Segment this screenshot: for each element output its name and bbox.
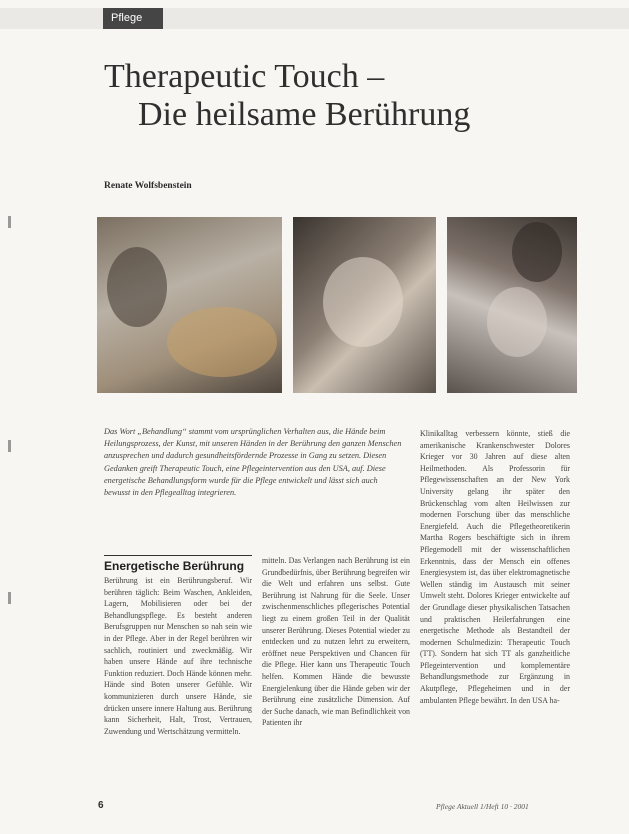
- section-tag: Pflege: [103, 8, 163, 29]
- photo-strip: [97, 217, 577, 393]
- face-shape: [487, 287, 547, 357]
- title-line-2: Die heilsame Berührung: [138, 96, 471, 133]
- body-column-2: mitteln. Das Verlangen nach Berührung ist ein Grundbedürfnis, über Berührung begreifen wir die Welt und erfahren uns selbst. Gute Berührung ist Nahrung für die Seele. Unser zwischenmenschliches pflegerisches Potential liegt zu einem großen Teil in der Qualität unserer Berührung. Dieses Potential wieder zu entdecken und zu nutzen lehrt zu erweitern, eröffnet neue Perspektiven und Chancen für die Pflege. Hier kann uns Therapeutic Touch helfen. Kommen Hände die bewusste Energielenkung über die Hände geben wir der Berührung eine zusätzliche Dimension. Auf der Suche danach, wie man Befindlichkeit von Patienten ihr: [262, 556, 410, 728]
- photo-woman-with-quilt: [97, 217, 282, 393]
- hair-shape: [512, 222, 562, 282]
- title-line-1: Therapeutic Touch –: [104, 58, 385, 95]
- quilt-shape: [167, 307, 277, 377]
- margin-mark: [8, 216, 11, 228]
- header-band: [0, 8, 629, 29]
- page-number: 6: [98, 800, 104, 811]
- intro-text: Das Wort „Behandlung“ stammt vom ursprünglichen Verhalten aus, die Hände beim Heilungsprozess, der Kunst, mit unseren Händen in der Berührung den ganzen Menschen anzusprechen und dadurch gesundheitsfördernde Prozesse in Gang zu setzen. Diesen Gedanken greift Therapeutic Touch, eine Pflegeintervention aus den USA, auf. Diese energetische Behandlungsform wurde für die Pflege entwickelt und lässt sich auch bewusst in den Pflegealltag integrieren.: [104, 427, 402, 498]
- body-column-1: Berührung ist ein Berührungsberuf. Wir berühren täglich: Beim Waschen, Ankleiden, Lagern, Mobilisieren oder bei der Behandlungspflege. Es besteht anderen Berufsgruppen nur Menschen so nah sein wie in der Pflege. Aber in der Regel berühren wir sachlich, routiniert und zweckmäßig. Wir haben unsere Hände auf ihre technische Funktion reduziert. Doch Hände können mehr. Hände sind Boten unserer Gefühle. Wir kommunizieren durch unsere Hände, sie drücken unsere innere Haltung aus. Berührung kann Sicherheit, Halt, Trost, Vertrauen, Zuwendung und Wertschätzung vermitteln.: [104, 576, 252, 736]
- figure-shape: [107, 247, 167, 327]
- margin-mark: [8, 440, 11, 452]
- photo-caregiver-and-elderly-woman: [447, 217, 577, 393]
- article-title: [104, 58, 584, 134]
- margin-mark: [8, 592, 11, 604]
- journal-footer: Pflege Aktuell 1/Heft 10 · 2001: [436, 802, 529, 811]
- photo-holding-hands: [293, 217, 436, 393]
- section-heading: Energetische Berührung: [104, 555, 252, 573]
- hands-shape: [323, 257, 403, 347]
- author-byline: Renate Wolfsbenstein: [104, 181, 192, 191]
- body-column-3: Klinikalltag verbessern könnte, stieß die amerikanische Krankenschwester Dolores Krieger vor 30 Jahren auf diese alten Heilmethoden. Als Professorin für Pflegewissenschaften an der New York University gelang ihr später den Brückenschlag vom alten Heilwissen zur modernen Forschung über das menschliche Energiefeld. Auch die Pflegetheoretikerin Martha Rogers beschäftigte sich in ihrem Pflegemodell mit der wissenschaftlichen Erkenntnis, dass der Mensch ein offenes Energiesystem ist, das über elektromagnetische Wellen ständig im Austausch mit seiner Umwelt steht. Dolores Krieger entwickelte auf der Grundlage dieser physikalischen Tatsachen und praktischen Heilerfahrungen eine energetische Methode als Bestandteil der modernen Schulmedizin: Therapeutic Touch (TT). Sondern hat sich TT als ganzheitliche Pflegeintervention und komplementäre Behandlungsmethode zur Ergänzung in Akutpflege, Pflegeheimen und in der ambulanten Pflege bewährt. In den USA ha-: [420, 429, 570, 705]
